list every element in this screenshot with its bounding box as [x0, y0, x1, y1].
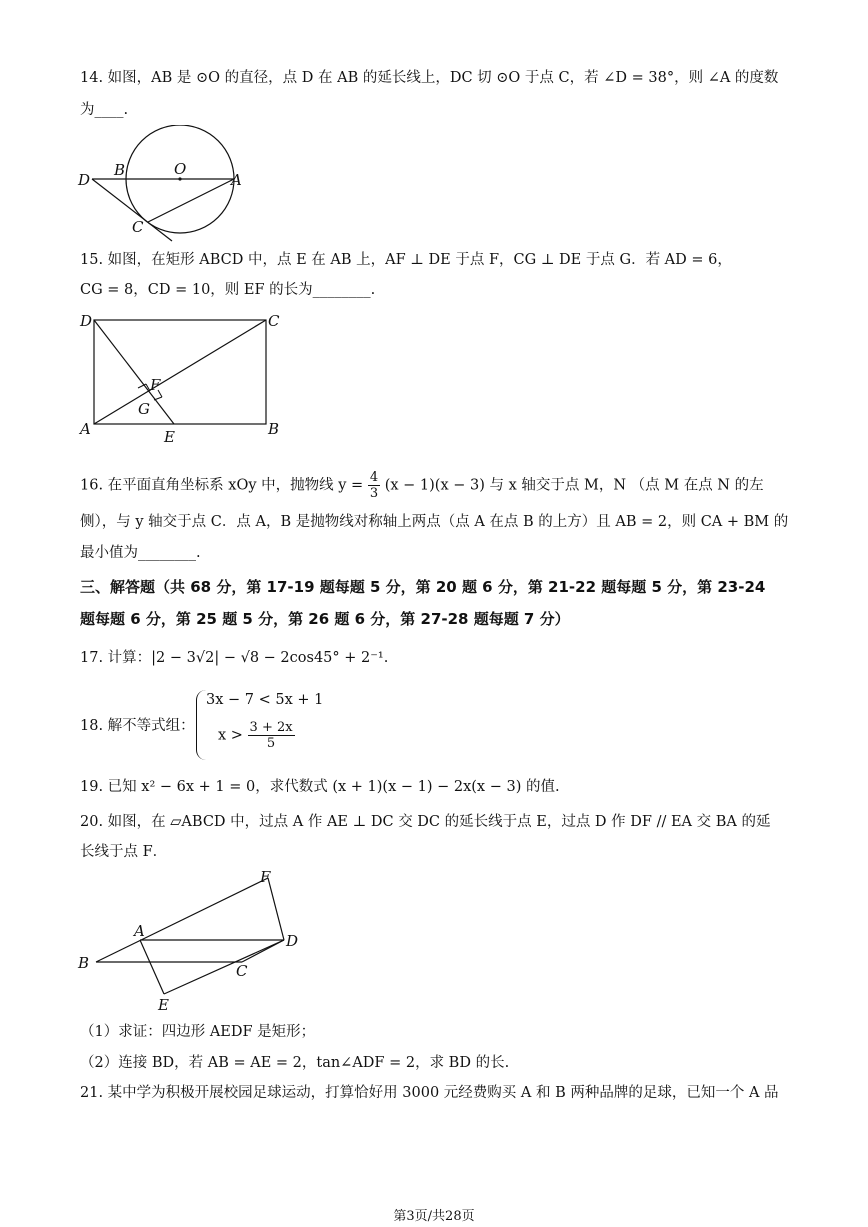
q20-label-E: E	[158, 996, 169, 1014]
q14-label-D: D	[78, 171, 91, 189]
q16-frac-den: 3	[369, 486, 379, 501]
q20-label-B: B	[78, 954, 90, 972]
q15-label-G: G	[138, 400, 150, 418]
q18-label: 18. 解不等式组：	[80, 718, 195, 734]
q17-text: 17. 计算：|2 − 3√2| − √8 − 2cos45° + 2⁻¹.	[80, 650, 389, 666]
q20-line2: 长线于点 F．	[80, 844, 168, 860]
q16-line2: 侧），与 y 轴交于点 C．点 A，B 是抛物线对称轴上两点（点 A 在点 B 的上方）且 AB = 2，则 CA + BM 的	[80, 514, 789, 530]
q16-frac-num: 4	[369, 470, 379, 485]
q15-line1: 15. 如图，在矩形 ABCD 中，点 E 在 AB 上，AF ⊥ DE 于点 F，CG ⊥ DE 于点 G．若 AD = 6，	[80, 252, 732, 268]
q18-inequality-2	[218, 720, 295, 751]
q20-label-A: A	[134, 922, 145, 940]
q14-line1: 14. 如图，AB 是 ⊙O 的直径，点 D 在 AB 的延长线上，DC 切 ⊙O 于点 C，若 ∠D = 38°，则 ∠A 的度数	[80, 70, 779, 86]
q15-figure	[76, 308, 296, 450]
q15-label-D: D	[80, 312, 93, 330]
q15-line2: CG = 8，CD = 10，则 EF 的长为________.	[80, 282, 376, 298]
q14-figure	[76, 125, 266, 245]
q14-label-B: B	[114, 161, 126, 179]
q20-line1: 20. 如图，在 ▱ABCD 中，过点 A 作 AE ⊥ DC 交 DC 的延长线于点 E，过点 D 作 DF // EA 交 BA 的延	[80, 814, 771, 830]
q20-figure	[76, 866, 312, 1016]
q20-part2: （2）连接 BD，若 AB = AE = 2，tan∠ADF = 2，求 BD 的长.	[80, 1055, 510, 1071]
q15-label-E: E	[164, 428, 175, 446]
q16-fraction	[368, 470, 380, 501]
q15-label-C: C	[268, 312, 280, 330]
q14-line2: 为____.	[80, 102, 129, 118]
section3-header-line2: 题每题 6 分，第 25 题 5 分，第 26 题 6 分，第 27-28 题每题 7 分）	[80, 610, 570, 628]
q14-label-A: A	[231, 171, 242, 189]
q18-frac-den: 5	[266, 736, 276, 751]
q15-label-F: F	[150, 376, 161, 394]
q19-text: 19. 已知 x² − 6x + 1 = 0，求代数式 (x + 1)(x − 1) − 2x(x − 3) 的值.	[80, 779, 560, 795]
q18-frac-num: 3 + 2x	[249, 720, 293, 735]
q16-line3: 最小值为________.	[80, 545, 201, 561]
q15-label-B: B	[268, 420, 280, 438]
page-footer: 第3页/共28页	[393, 1209, 475, 1224]
section3-header-line1: 三、解答题（共 68 分，第 17-19 题每题 5 分，第 20 题 6 分，第 21-22 题每题 5 分，第 23-24	[80, 578, 766, 596]
q20-part1: （1）求证：四边形 AEDF 是矩形；	[80, 1024, 316, 1040]
q16-line1-a: 16. 在平面直角坐标系 xOy 中，抛物线 y =	[80, 477, 364, 494]
q16-line1-b: (x − 1)(x − 3) 与 x 轴交于点 M，N （点 M 在点 N 的左	[384, 477, 764, 494]
q21-line1: 21. 某中学为积极开展校园足球运动，打算恰好用 3000 元经费购买 A 和 B 两种品牌的足球，已知一个 A 品	[80, 1085, 779, 1101]
q16-line1	[80, 470, 764, 501]
q14-label-C: C	[132, 218, 144, 236]
q20-label-F: F	[260, 868, 271, 886]
q18-ineq2-lhs: x >	[218, 727, 243, 744]
q18-inequality-1: 3x − 7 < 5x + 1	[206, 692, 324, 708]
q15-label-A: A	[80, 420, 91, 438]
q18-fraction	[248, 720, 295, 751]
q20-label-C: C	[236, 962, 248, 980]
q14-label-O: O	[174, 160, 187, 178]
q20-label-D: D	[286, 932, 299, 950]
